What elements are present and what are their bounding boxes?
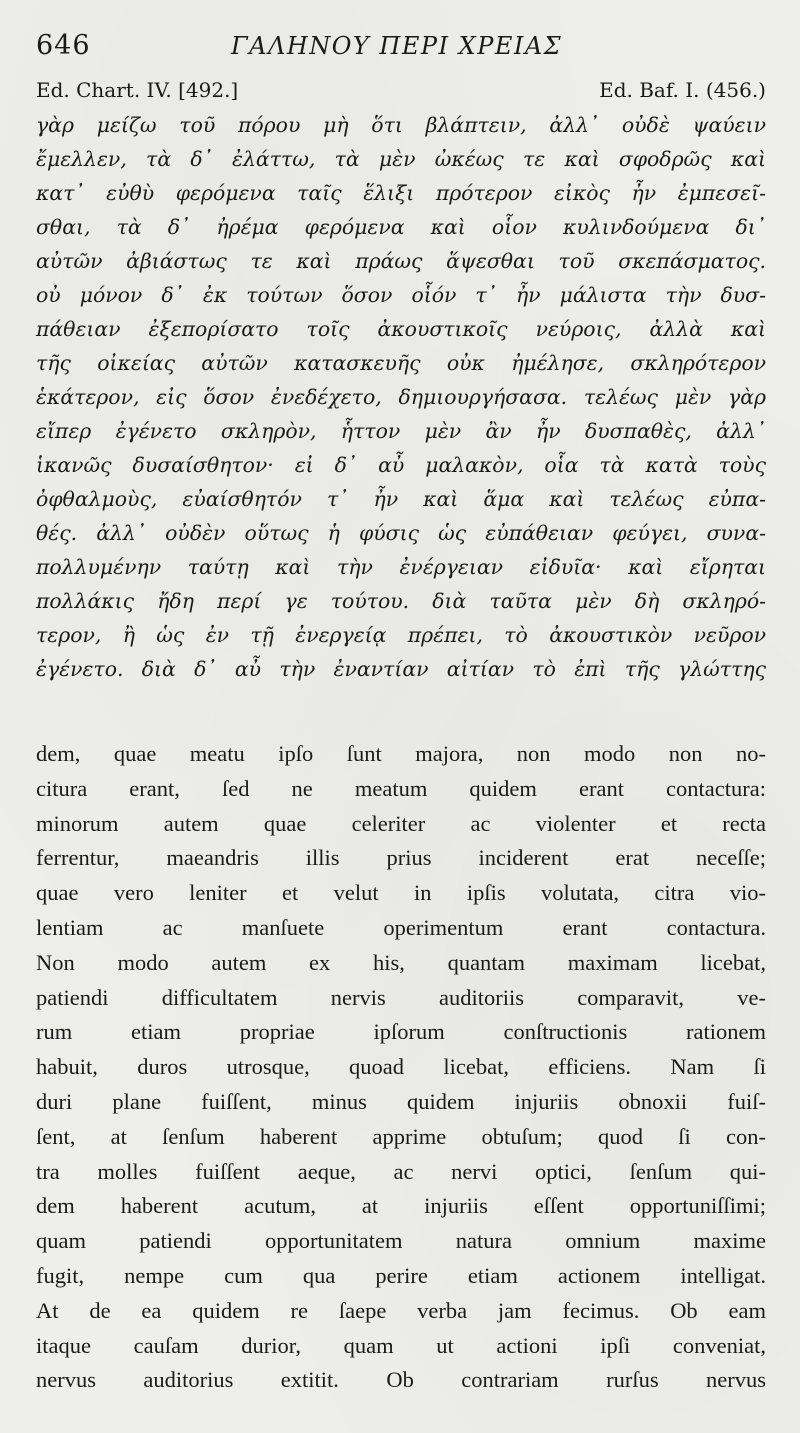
greek-text-line: ἐγένετο. διὰ δ᾽ αὖ τὴν ἐναντίαν αἰτίαν τὸ ἐπὶ τῆς γλώττης — [36, 657, 766, 681]
latin-text-line: ſent, at ſenſum haberent apprime obtuſum; quod ſi con- — [36, 1123, 766, 1149]
greek-text-line: εἴπερ ἐγένετο σκληρὸν, ἧττον μὲν ἂν ἦν δυσπαθὲς, ἀλλ᾽ — [36, 419, 766, 443]
latin-text-line: ferrentur, maeandris illis prius inciderent erat neceſſe; — [36, 845, 766, 871]
greek-text-line: κατ᾽ εὐθὺ φερόμενα ταῖς ἕλιξι πρότερον εἰκὸς ἦν ἐμπεσεῖ- — [36, 181, 766, 205]
edition-basel-ref: Ed. Baf. I. (456.) — [599, 78, 766, 102]
edition-chartier-ref: Ed. Chart. IV. [492.] — [36, 78, 239, 102]
greek-text-line: γὰρ μείζω τοῦ πόρου μὴ ὅτι βλάπτειν, ἀλλ᾽ οὐδὲ ψαύειν — [36, 113, 766, 137]
running-title: ΓΑΛΗΝΟΥ ΠΕΡΙ ΧΡΕΙΑΣ — [231, 32, 563, 60]
latin-text-line: tra molles fuiſſent aeque, ac nervi optici, ſenſum qui- — [36, 1158, 766, 1184]
greek-text-line: πολλάκις ἤδη περί γε τούτου. διὰ ταῦτα μὲν δὴ σκληρό- — [36, 589, 766, 613]
greek-text-line: ἑκάτερον, εἰς ὅσον ἐνεδέχετο, δημιουργήσασα. τελέως μὲν γὰρ — [36, 385, 766, 409]
greek-text-line: σθαι, τὰ δ᾽ ἠρέμα φερόμενα καὶ οἷον κυλινδούμενα δι᾽ — [36, 215, 766, 239]
latin-text-line: nervus auditorius extitit. Ob contrariam rurſus nervus — [36, 1367, 766, 1393]
greek-text-line: πολλυμένην ταύτῃ καὶ τὴν ἐνέργειαν εἰδυῖα· καὶ εἴρηται — [36, 555, 766, 579]
greek-text-line: θές. ἀλλ᾽ οὐδὲν οὕτως ἡ φύσις ὡς εὐπάθειαν φεύγει, συνα- — [36, 521, 766, 545]
edition-reference-line — [36, 78, 766, 108]
latin-text-block — [36, 737, 766, 1398]
latin-text-line: quae vero leniter et velut in ipſis volutata, citra vio- — [36, 880, 766, 906]
greek-text-line: ὀφθαλμοὺς, εὐαίσθητόν τ᾽ ἦν καὶ ἅμα καὶ τελέως εὐπα- — [36, 487, 766, 511]
greek-text-line: οὐ μόνον δ᾽ ἐκ τούτων ὅσον οἷόν τ᾽ ἦν μάλιστα τὴν δυσ- — [36, 283, 766, 307]
latin-text-line: habuit, duros utrosque, quoad licebat, efficiens. Nam ſi — [36, 1054, 766, 1080]
latin-text-line: duri plane fuiſſent, minus quidem injuriis obnoxii fuiſ- — [36, 1088, 766, 1114]
page-header — [36, 30, 766, 66]
greek-text-line: τῆς οἰκείας αὐτῶν κατασκευῆς οὐκ ἠμέλησε, σκληρότερον — [36, 351, 766, 375]
latin-text-line: itaque cauſam durior, quam ut actioni ipſi conveniat, — [36, 1332, 766, 1358]
latin-text-line: lentiam ac manſuete operimentum erant contactura. — [36, 914, 766, 940]
latin-text-line: citura erant, ſed ne meatum quidem erant contactura: — [36, 775, 766, 801]
greek-text-line: αὐτῶν ἀβιάστως τε καὶ πράως ἅψεσθαι τοῦ σκεπάσματος. — [36, 249, 766, 273]
latin-text-line: At de ea quidem re ſaepe verba jam fecimus. Ob eam — [36, 1297, 766, 1323]
latin-text-line: quam patiendi opportunitatem natura omnium maxime — [36, 1228, 766, 1254]
greek-text-line: τερον, ἢ ὡς ἐν τῇ ἐνεργείᾳ πρέπει, τὸ ἀκουστικὸν νεῦρον — [36, 623, 766, 647]
latin-text-line: fugit, nempe cum qua perire etiam actionem intelligat. — [36, 1262, 766, 1288]
latin-text-line: Non modo autem ex his, quantam maximam licebat, — [36, 949, 766, 975]
greek-text-line: ἔμελλεν, τὰ δ᾽ ἐλάττω, τὰ μὲν ὠκέως τε καὶ σφοδρῶς καὶ — [36, 147, 766, 171]
greek-text-line: πάθειαν ἐξεπορίσατο τοῖς ἀκουστικοῖς νεύροις, ἀλλὰ καὶ — [36, 317, 766, 341]
latin-text-line: dem, quae meatu ipſo ſunt majora, non modo non no- — [36, 741, 766, 766]
latin-text-line: dem haberent acutum, at injuriis eſſent opportuniſſimi; — [36, 1193, 766, 1219]
page-number: 646 — [36, 30, 91, 61]
greek-text-block — [36, 108, 766, 686]
greek-text-line: ἱκανῶς δυσαίσθητον· εἰ δ᾽ αὖ μαλακὸν, οἷα τὰ κατὰ τοὺς — [36, 453, 766, 477]
latin-text-line: minorum autem quae celeriter ac violenter et recta — [36, 810, 766, 836]
latin-text-line: rum etiam propriae ipſorum conſtructionis rationem — [36, 1019, 766, 1045]
latin-text-line: patiendi difficultatem nervis auditoriis comparavit, ve- — [36, 984, 766, 1010]
